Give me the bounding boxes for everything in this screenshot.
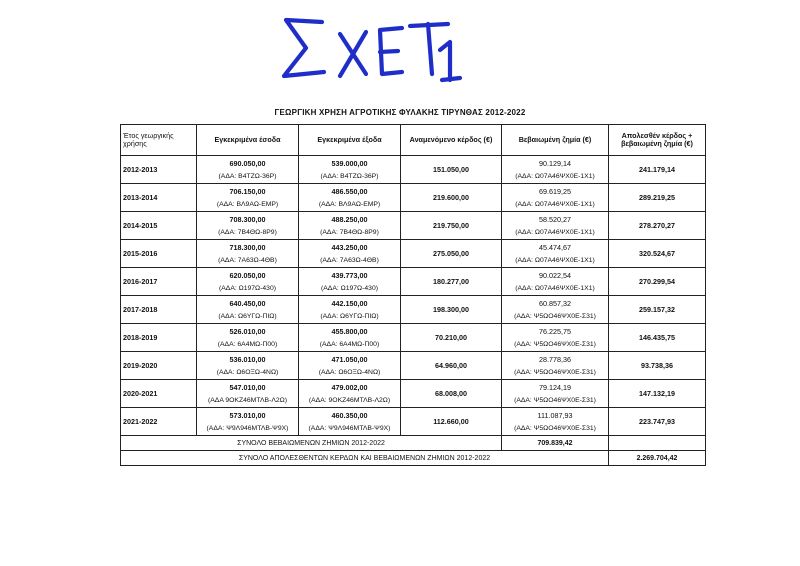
grand-total-value: 2.269.704,42 <box>609 451 706 466</box>
loss-amount: 111.087,93 <box>537 411 573 420</box>
expenses-reference: (ΑΔΑ: 7Β4ΘΩ-8Ρ9) <box>320 229 379 236</box>
loss-reference: (ΑΔΑ: Ψ5ΩΟ46ΨΧ0Ε-Σ31) <box>514 341 596 348</box>
table-row <box>121 240 706 268</box>
grand-total-label: ΣΥΝΟΛΟ ΑΠΟΛΕΣΘΕΝΤΩΝ ΚΕΡΔΩΝ ΚΑΙ ΒΕΒΑΙΩΜΕΝΩΝ ΖΗΜΙΩΝ 2012-2022 <box>121 451 609 466</box>
certified-loss-cell <box>502 324 609 352</box>
lost-profit-total-cell: 146.435,75 <box>609 324 706 352</box>
loss-amount: 90.129,14 <box>539 159 571 168</box>
income-reference: (ΑΔΑ: Ω6ΥΓΩ-ΠΙΩ) <box>218 313 277 320</box>
income-cell <box>197 352 299 380</box>
expenses-reference: (ΑΔΑ: Ψ9Λ946ΜΤΛΒ-Ψ9Χ) <box>308 425 391 432</box>
empty-cell <box>609 436 706 451</box>
income-cell <box>197 296 299 324</box>
year-cell: 2018-2019 <box>121 324 197 352</box>
year-cell: 2017-2018 <box>121 296 197 324</box>
loss-amount: 90.022,54 <box>539 271 571 280</box>
loss-amount: 79.124,19 <box>539 383 571 392</box>
income-reference: (ΑΔΑ: 7Α63Ω-4ΘΒ) <box>218 257 277 264</box>
income-cell <box>197 268 299 296</box>
table-row <box>121 380 706 408</box>
income-reference: (ΑΔΑ: Ω6ΟΞΩ-4ΝΩ) <box>216 369 279 376</box>
loss-reference: (ΑΔΑ: Ψ5ΩΟ46ΨΧ0Ε-Σ31) <box>514 397 596 404</box>
expenses-cell <box>299 156 401 184</box>
expenses-cell <box>299 240 401 268</box>
expected-profit-cell: 68.008,00 <box>401 380 502 408</box>
year-cell: 2014-2015 <box>121 212 197 240</box>
loss-reference: (ΑΔΑ: Ψ5ΩΟ46ΨΧ0Ε-Σ31) <box>514 313 596 320</box>
expenses-amount: 442.150,00 <box>331 299 368 308</box>
income-reference: (ΑΔΑ: ΒΛ9ΑΩ-ΕΜΡ) <box>216 201 279 208</box>
lost-profit-total-cell: 320.524,67 <box>609 240 706 268</box>
certified-loss-cell <box>502 268 609 296</box>
lost-profit-total-cell: 223.747,93 <box>609 408 706 436</box>
expenses-cell <box>299 408 401 436</box>
expenses-reference: (ΑΔΑ: ΒΛ9ΑΩ-ΕΜΡ) <box>318 201 381 208</box>
loss-amount: 69.619,25 <box>539 187 571 196</box>
header-income: Εγκεκριμένα έσοδα <box>197 125 299 156</box>
header-certified-loss: Βεβαιωμένη ζημία (€) <box>502 125 609 156</box>
expenses-cell <box>299 184 401 212</box>
income-cell <box>197 184 299 212</box>
expenses-reference: (ΑΔΑ: 7Α63Ω-4ΘΒ) <box>320 257 379 264</box>
income-reference: (ΑΔΑ: Β4ΤΖΩ-36Ρ) <box>218 173 277 180</box>
expenses-amount: 455.800,00 <box>331 327 368 336</box>
certified-loss-cell <box>502 380 609 408</box>
expenses-cell <box>299 212 401 240</box>
certified-loss-cell <box>502 156 609 184</box>
income-cell <box>197 156 299 184</box>
expenses-reference: (ΑΔΑ: 6Α4ΜΩ-Π00) <box>319 341 380 348</box>
income-reference: (ΑΔΑ: Ψ9Λ946ΜΤΛΒ-Ψ9Χ) <box>206 425 289 432</box>
income-cell <box>197 212 299 240</box>
expected-profit-cell: 219.600,00 <box>401 184 502 212</box>
expenses-amount: 486.550,00 <box>331 187 368 196</box>
year-cell: 2019-2020 <box>121 352 197 380</box>
lost-profit-total-cell: 241.179,14 <box>609 156 706 184</box>
expected-profit-cell: 70.210,00 <box>401 324 502 352</box>
lost-profit-total-cell: 278.270,27 <box>609 212 706 240</box>
table-row <box>121 324 706 352</box>
loss-reference: (ΑΔΑ: Ω07Α46ΨΧ0Ε-1Χ1) <box>515 285 595 292</box>
expenses-reference: (ΑΔΑ: Ω6ΥΓΩ-ΠΙΩ) <box>320 313 379 320</box>
expenses-amount: 479.002,00 <box>331 383 368 392</box>
income-cell <box>197 240 299 268</box>
loss-amount: 76.225,75 <box>539 327 571 336</box>
loss-reference: (ΑΔΑ: Ω07Α46ΨΧ0Ε-1Χ1) <box>515 201 595 208</box>
expected-profit-cell: 219.750,00 <box>401 212 502 240</box>
header-lost-profit-total: Απολεσθέν κέρδος + βεβαιωμένη ζημία (€) <box>609 125 706 156</box>
table-row <box>121 352 706 380</box>
lost-profit-total-cell: 270.299,54 <box>609 268 706 296</box>
expenses-amount: 539.000,00 <box>331 159 368 168</box>
income-reference: (ΑΔΑ 9ΟΚΖ46ΜΤΛΒ-Λ2Ω) <box>207 397 287 404</box>
expenses-amount: 460.350,00 <box>331 411 368 420</box>
lost-profit-total-cell: 289.219,25 <box>609 184 706 212</box>
year-cell: 2015-2016 <box>121 240 197 268</box>
expenses-cell <box>299 380 401 408</box>
expected-profit-cell: 180.277,00 <box>401 268 502 296</box>
income-amount: 706.150,00 <box>229 187 266 196</box>
expenses-cell <box>299 268 401 296</box>
income-amount: 708.300,00 <box>229 215 266 224</box>
year-cell: 2021-2022 <box>121 408 197 436</box>
total-loss-label: ΣΥΝΟΛΟ ΒΕΒΑΙΩΜΕΝΩΝ ΖΗΜΙΩΝ 2012-2022 <box>121 436 502 451</box>
loss-amount: 58.520,27 <box>539 215 571 224</box>
expected-profit-cell: 112.660,00 <box>401 408 502 436</box>
expected-profit-cell: 275.050,00 <box>401 240 502 268</box>
expected-profit-cell: 151.050,00 <box>401 156 502 184</box>
income-cell <box>197 408 299 436</box>
lost-profit-total-cell: 259.157,32 <box>609 296 706 324</box>
year-cell: 2016-2017 <box>121 268 197 296</box>
income-cell <box>197 324 299 352</box>
income-amount: 690.050,00 <box>229 159 266 168</box>
expenses-amount: 439.773,00 <box>331 271 368 280</box>
table-row <box>121 212 706 240</box>
certified-loss-cell <box>502 240 609 268</box>
income-amount: 526.010,00 <box>229 327 266 336</box>
loss-reference: (ΑΔΑ: Ω07Α46ΨΧ0Ε-1Χ1) <box>515 257 595 264</box>
handwritten-annotation <box>262 0 502 95</box>
income-amount: 573.010,00 <box>229 411 266 420</box>
loss-reference: (ΑΔΑ: Ψ5ΩΟ46ΨΧ0Ε-Σ31) <box>514 369 596 376</box>
year-cell: 2012-2013 <box>121 156 197 184</box>
expenses-cell <box>299 352 401 380</box>
document-title: ΓΕΩΡΓΙΚΗ ΧΡΗΣΗ ΑΓΡΟΤΙΚΗΣ ΦΥΛΑΚΗΣ ΤΙΡΥΝΘΑΣ 2012-2022 <box>274 108 526 117</box>
certified-loss-cell <box>502 184 609 212</box>
income-amount: 718.300,00 <box>229 243 266 252</box>
year-cell: 2013-2014 <box>121 184 197 212</box>
lost-profit-total-cell: 93.738,36 <box>609 352 706 380</box>
income-cell <box>197 380 299 408</box>
certified-loss-cell <box>502 408 609 436</box>
total-loss-value: 709.839,42 <box>502 436 609 451</box>
loss-amount: 60.857,32 <box>539 299 571 308</box>
table-row <box>121 156 706 184</box>
table-row <box>121 268 706 296</box>
expenses-reference: (ΑΔΑ: Ω197Ω-430) <box>320 285 379 292</box>
income-reference: (ΑΔΑ: 7Β4ΘΩ-8Ρ9) <box>218 229 277 236</box>
expected-profit-cell: 64.960,00 <box>401 352 502 380</box>
header-expected-profit: Αναμενόμενο κέρδος (€) <box>401 125 502 156</box>
header-expenses: Εγκεκριμένα έξοδα <box>299 125 401 156</box>
agricultural-use-table <box>120 124 706 466</box>
year-cell: 2020-2021 <box>121 380 197 408</box>
lost-profit-total-cell: 147.132,19 <box>609 380 706 408</box>
certified-loss-cell <box>502 352 609 380</box>
loss-reference: (ΑΔΑ: Ω07Α46ΨΧ0Ε-1Χ1) <box>515 229 595 236</box>
income-amount: 620.050,00 <box>229 271 266 280</box>
expenses-reference: (ΑΔΑ: 9ΟΚΖ46ΜΤΛΒ-Λ2Ω) <box>308 397 391 404</box>
expenses-amount: 471.050,00 <box>331 355 368 364</box>
income-amount: 547.010,00 <box>229 383 266 392</box>
header-year: Έτος γεωργικής χρήσης <box>121 125 197 156</box>
income-reference: (ΑΔΑ: Ω197Ω-430) <box>218 285 277 292</box>
table-header-row <box>121 125 706 156</box>
expected-profit-cell: 198.300,00 <box>401 296 502 324</box>
table-row <box>121 296 706 324</box>
income-amount: 640.450,00 <box>229 299 266 308</box>
total-loss-row <box>121 436 706 451</box>
expenses-reference: (ΑΔΑ: Ω6ΟΞΩ-4ΝΩ) <box>318 369 381 376</box>
table-row <box>121 184 706 212</box>
expenses-amount: 443.250,00 <box>331 243 368 252</box>
certified-loss-cell <box>502 212 609 240</box>
income-reference: (ΑΔΑ: 6Α4ΜΩ-Π00) <box>217 341 278 348</box>
loss-reference: (ΑΔΑ: Ω07Α46ΨΧ0Ε-1Χ1) <box>515 173 595 180</box>
grand-total-row <box>121 451 706 466</box>
expenses-cell <box>299 296 401 324</box>
expenses-amount: 488.250,00 <box>331 215 368 224</box>
loss-amount: 28.778,36 <box>539 355 571 364</box>
income-amount: 536.010,00 <box>229 355 266 364</box>
expenses-cell <box>299 324 401 352</box>
loss-amount: 45.474,67 <box>539 243 571 252</box>
table-row <box>121 408 706 436</box>
loss-reference: (ΑΔΑ: Ψ5ΩΟ46ΨΧ0Ε-Σ31) <box>514 425 596 432</box>
certified-loss-cell <box>502 296 609 324</box>
expenses-reference: (ΑΔΑ: Β4ΤΖΩ-36Ρ) <box>320 173 379 180</box>
